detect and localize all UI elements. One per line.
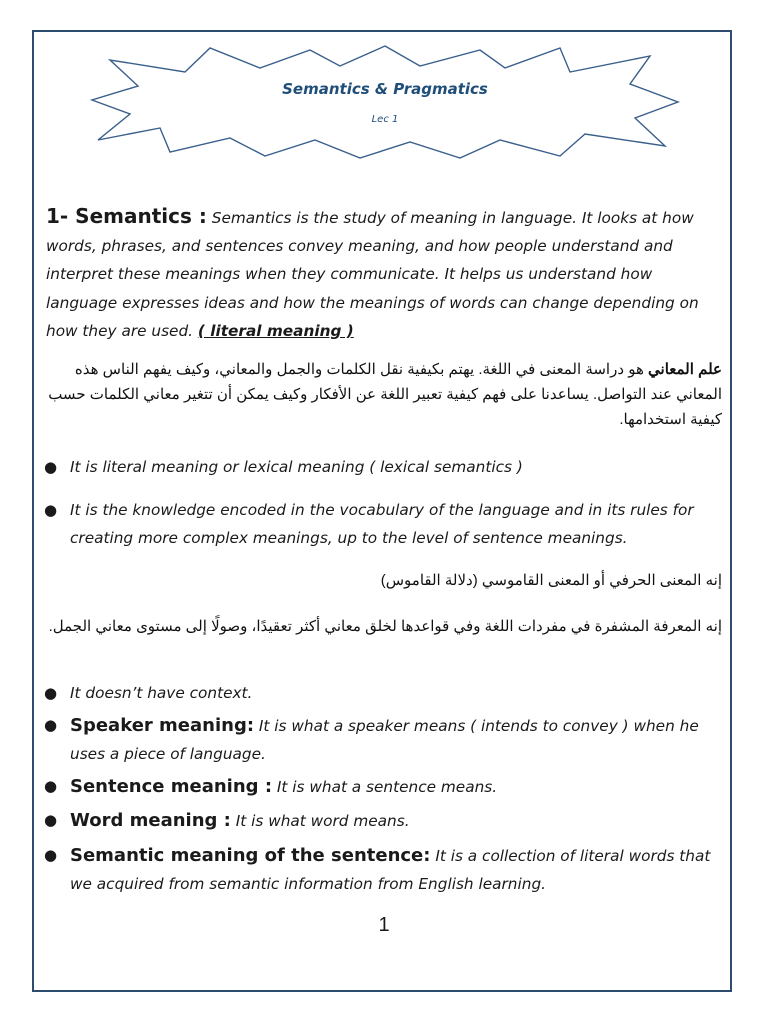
list-item: ● Speaker meaning: It is what a speaker means ( intends to convey ) when he uses a piece of language. bbox=[44, 712, 724, 768]
term-sentence-meaning: Sentence meaning : bbox=[70, 776, 273, 797]
bullet-icon: ● bbox=[44, 846, 58, 864]
list-item: ● It is literal meaning or lexical meaning ( lexical semantics ) bbox=[44, 454, 724, 482]
list-item: ● It is the knowledge encoded in the vocabulary of the language and in its rules for creating more complex meanings, up to the level of sentence meanings. bbox=[44, 497, 724, 552]
bullet-icon: ● bbox=[44, 684, 58, 702]
page-number: 1 bbox=[378, 914, 390, 936]
semantics-definition: Semantics is the study of meaning in language. It looks at how words, phrases, and sentences convey meaning, and how people understand and interpret these meanings when they communicate. It helps us understand how language expresses ideas and how the meanings of words can change depending on how they are used. bbox=[46, 209, 699, 340]
arabic-definition-text: هو دراسة المعنى في اللغة. يهتم بكيفية نقل الكلمات والجمل والمعاني، وكيف يفهم الناس هذه المعاني عند التواصل. يساعدنا على فهم كيفية تعبير اللغة عن الأفكار وكيف يمكن أن تتغير معاني الكلمات حسب كيفية استخدامها. bbox=[48, 361, 722, 428]
bullet-icon: ● bbox=[44, 777, 58, 795]
bullet-icon: ● bbox=[44, 716, 58, 734]
document-title: Semantics & Pragmatics bbox=[282, 80, 488, 98]
bullet-icon: ● bbox=[44, 811, 58, 829]
term-word-meaning: Word meaning : bbox=[70, 810, 231, 831]
term-speaker-meaning: Speaker meaning: bbox=[70, 715, 255, 736]
list-item: ● Word meaning : It is what word means. bbox=[44, 807, 724, 836]
list-item: ● It doesn’t have context. bbox=[44, 680, 724, 708]
arabic-definition-paragraph bbox=[46, 357, 722, 432]
arabic-knowledge-note: إنه المعرفة المشفرة في مفردات اللغة وفي قواعدها لخلق معاني أكثر تعقيدًا، وصولًا إلى مستوى معاني الجمل. bbox=[48, 618, 722, 635]
bullet-icon: ● bbox=[44, 501, 58, 519]
term-semantic-meaning: Semantic meaning of the sentence: bbox=[70, 845, 431, 866]
lecture-label: Lec 1 bbox=[371, 114, 399, 125]
bullet-icon: ● bbox=[44, 458, 58, 476]
list-item: ● Semantic meaning of the sentence: It is a collection of literal words that we acquired from semantic information from English learning. bbox=[44, 842, 724, 898]
arabic-literal-note: إنه المعنى الحرفي أو المعنى القاموسي (دلالة القاموس) bbox=[380, 572, 722, 589]
arabic-term: علم المعاني bbox=[648, 361, 722, 378]
semantics-paragraph bbox=[46, 202, 726, 345]
section-heading: 1- Semantics : bbox=[46, 204, 207, 228]
star-banner-shape bbox=[90, 44, 680, 160]
literal-meaning-note: ( literal meaning ) bbox=[197, 321, 354, 340]
list-item: ● Sentence meaning : It is what a sentence means. bbox=[44, 773, 724, 802]
